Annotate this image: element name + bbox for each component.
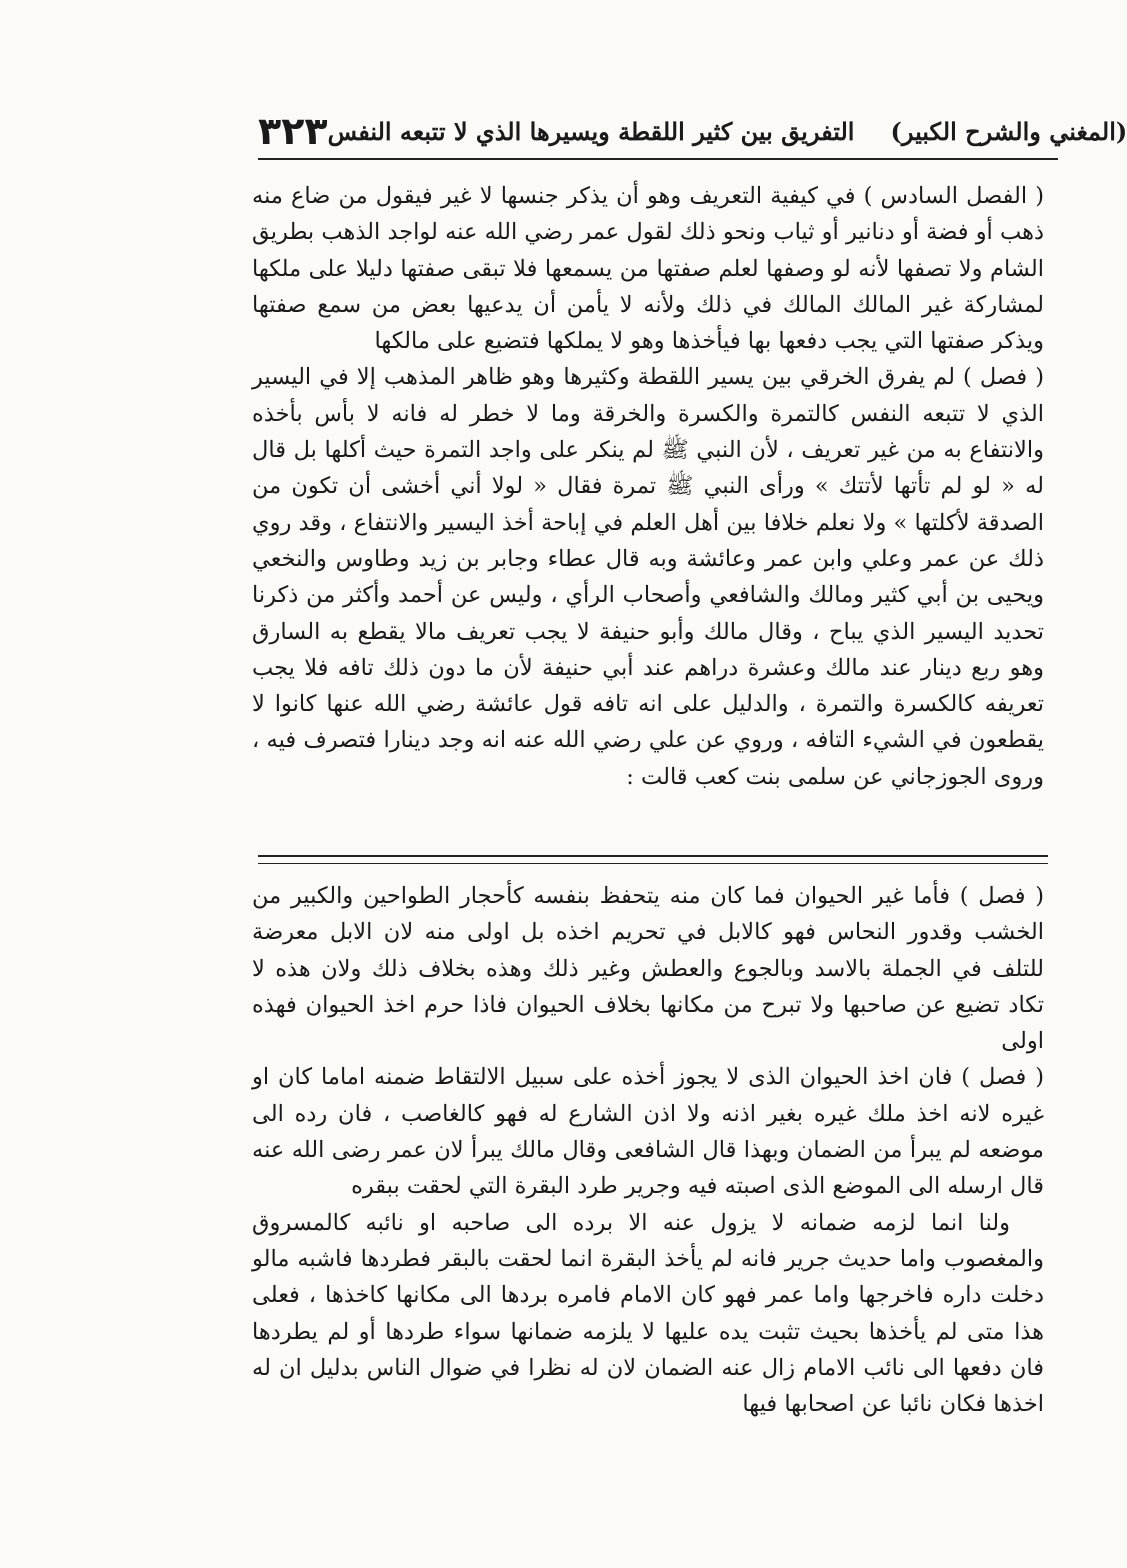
mughni-text — [252, 178, 1044, 795]
page-header — [258, 108, 1127, 154]
page-number: ٣٢٣ — [258, 109, 328, 153]
paragraph: ( فصل ) فان اخذ الحيوان الذى لا يجوز أخذه على سبيل الالتقاط ضمنه اماما كان او غيره لانه اخذ ملك غيره بغير اذنه ولا اذن الشارع له فهو كالغاصب ، فان رده الى موضعه لم يبرأ من الضمان وبهذا قال الشافعى وقال مالك يبرأ لان عمر رضى الله عنه قال ارسله الى الموضع الذى اصبته فيه وجرير طرد البقرة التي لحقت ببقره — [252, 1064, 1044, 1200]
paragraph: ولنا انما لزمه ضمانه لا يزول عنه الا برده الى صاحبه او نائبه كالمسروق والمغصوب واما حديث جرير فانه لم يأخذ البقرة انما لحقت بالبقر فطردها فاشبه مالو دخلت داره فاخرجها واما عمر فهو كان الامام فامره بردها الى مكانها كاخذها ، فعلى هذا متى لم يأخذها بحيث تثبت يده عليها لا يلزمه ضمانها سواء طردها أو لم يطردها فان دفعها الى نائب الامام زال عنه الضمان لان له نظرا في ضوال الناس بدليل ان له اخذها فكان نائبا عن اصحابها فيها — [252, 1209, 1045, 1418]
paragraph: ( فصل ) لم يفرق الخرقي بين يسير اللقطة وكثيرها وهو ظاهر المذهب إلا في اليسير الذي لا تتبعه النفس كالتمرة والكسرة والخرقة وما لا خطر له فانه لا بأس بأخذه والانتفاع به من غير تعريف ، لأن النبي ﷺ لم ينكر على واجد التمرة حيث أكلها بل قال له « لو لم تأتها لأتتك » ورأى النبي ﷺ تمرة فقال « لولا أني أخشى أن تكون من الصدقة لأكلتها » ولا نعلم خلافا بين أهل العلم في إباحة أخذ اليسير والانتفاع ، وقد روي ذلك عن عمر وعلي وابن عمر وعائشة وبه قال عطاء وجابر بن زيد وطاوس والنخعي ويحيى بن أبي كثير ومالك والشافعي وأصحاب الرأي ، وليس عن أحمد وأكثر من ذكرنا تحديد اليسير الذي يباح ، وقال مالك وأبو حنيفة لا يجب تعريف مالا يقطع به السارق وهو ربع دينار عند مالك وعشرة دراهم عند أبي حنيفة لأن ما دون ذلك تافه فلا يجب تعريفه كالكسرة والتمرة ، والدليل على انه تافه قول عائشة رضي الله عنها كانوا لا يقطعون في الشيء التافه ، وروي عن علي رضي الله عنه انه وجد دينارا فتصرف فيه ، وروى الجوزجاني عن سلمى بنت كعب قالت : — [252, 364, 1044, 790]
book-title: (المغني والشرح الكبير) — [890, 116, 1127, 146]
sharh-text — [252, 878, 1044, 1422]
section-divider — [258, 855, 1048, 864]
paragraph: ( فصل ) فأما غير الحيوان فما كان منه يتحفظ بنفسه كأحجار الطواحين والكبير من الخشب وقدور النحاس فهو كالابل في تحريم اخذه بل اولى منه لان الابل معرضة للتلف في الجملة بالاسد وبالجوع والعطش وغير ذلك وهذه بخلاف ذلك ولان هذه لا تكاد تضيع عن صاحبها ولا تبرح من مكانها بخلاف الحيوان فاذا حرم اخذ الحيوان فهذه اولى — [252, 883, 1044, 1055]
paragraph: ( الفصل السادس ) في كيفية التعريف وهو أن يذكر جنسها لا غير فيقول من ضاع منه ذهب أو فضة أو دنانير أو ثياب ونحو ذلك لقول عمر رضي الله عنه لواجد الذهب بطريق الشام ولا تصفها لأنه لو وصفها لعلم صفتها من يسمعها فلا تبقى صفتها دليلا على ملكها لمشاركة غير المالك المالك في ذلك ولأنه لا يأمن أن يدعيها بعض من سمع صفتها ويذكر صفتها التي يجب دفعها بها فيأخذها وهو لا يملكها فتضيع على مالكها — [252, 183, 1044, 355]
section-title: التفريق بين كثير اللقطة ويسيرها الذي لا تتبعه النفس — [327, 116, 855, 146]
header-divider — [258, 158, 1058, 160]
running-title — [328, 117, 1127, 146]
